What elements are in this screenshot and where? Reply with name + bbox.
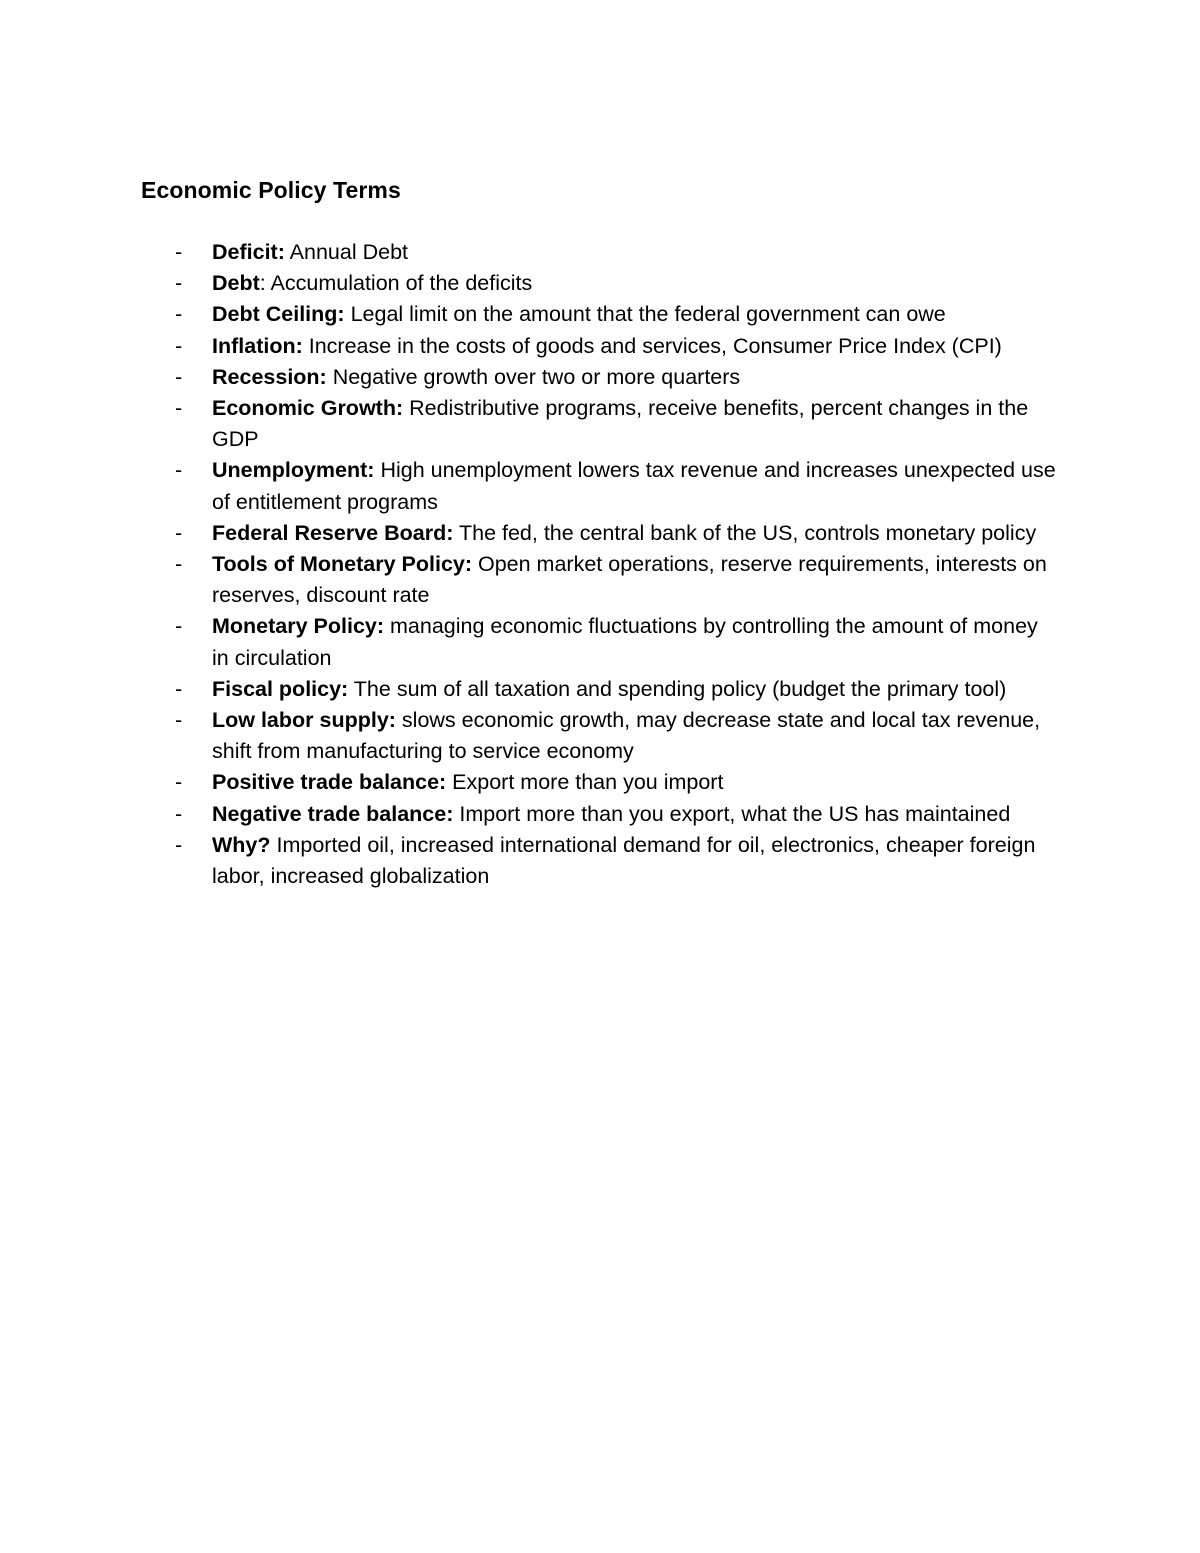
bullet-dash: -: [175, 708, 183, 733]
bullet-dash: -: [175, 271, 183, 296]
bullet-dash: -: [175, 364, 183, 389]
term-definition: Increase in the costs of goods and services, Consumer Price Index (CPI): [302, 333, 1002, 358]
term-name: Debt Ceiling:: [212, 302, 345, 327]
list-item: [0, 362, 1200, 393]
term-definition: The fed, the central bank of the US, controls monetary policy: [453, 520, 1037, 545]
list-item: [0, 799, 1200, 830]
term-definition: Annual Debt: [284, 240, 408, 264]
bullet-dash: -: [175, 396, 183, 421]
bullet-dash: -: [175, 676, 183, 701]
term-definition: The sum of all taxation and spending policy (budget the primary tool): [348, 676, 1007, 701]
term-definition: Imported oil, increased international demand for oil, electronics, cheaper foreign labor, increased globalization: [212, 832, 1036, 889]
term-name: Monetary Policy:: [212, 614, 385, 639]
term-definition: Export more than you import: [446, 770, 724, 795]
term-name: Fiscal policy:: [212, 676, 349, 701]
list-item: [0, 455, 1200, 517]
terms-list: [0, 237, 1200, 892]
list-item: [0, 830, 1200, 892]
term-name: Positive trade balance:: [212, 770, 447, 795]
list-item: [0, 705, 1200, 767]
document-title: Economic Policy Terms: [141, 177, 401, 203]
term-name: Deficit:: [212, 240, 285, 264]
term-name: Low labor supply:: [212, 708, 396, 733]
term-definition: Negative growth over two or more quarters: [326, 364, 741, 389]
bullet-dash: -: [175, 302, 183, 327]
bullet-dash: -: [175, 832, 183, 857]
list-item: [0, 331, 1200, 362]
term-definition: Import more than you export, what the US has maintained: [453, 801, 1011, 826]
bullet-dash: -: [175, 614, 183, 639]
list-item: [0, 299, 1200, 330]
list-item: [0, 674, 1200, 705]
bullet-dash: -: [175, 770, 183, 795]
term-name: Unemployment:: [212, 458, 375, 483]
bullet-dash: -: [175, 552, 183, 577]
bullet-dash: -: [175, 801, 183, 826]
list-item: [0, 268, 1200, 299]
term-definition: Redistributive programs, receive benefits, percent changes in the GDP: [212, 396, 1029, 452]
term-definition: : Accumulation of the deficits: [259, 271, 533, 296]
bullet-dash: -: [175, 333, 183, 358]
term-name: Recession:: [212, 364, 327, 389]
term-name: Economic Growth:: [212, 396, 404, 421]
term-name: Inflation:: [212, 333, 303, 358]
term-name: Debt: [212, 271, 260, 296]
list-item: [0, 393, 1200, 455]
term-name: Why?: [212, 832, 271, 857]
bullet-dash: -: [175, 240, 183, 264]
term-definition: High unemployment lowers tax revenue and increases unexpected use of entitlement programs: [212, 458, 1056, 514]
term-definition: managing economic fluctuations by controlling the amount of money in circulation: [212, 614, 1038, 670]
list-item: [0, 518, 1200, 549]
term-definition: Legal limit on the amount that the federal government can owe: [344, 302, 946, 327]
bullet-dash: -: [175, 520, 183, 545]
list-item: [0, 237, 1200, 268]
term-name: Tools of Monetary Policy:: [212, 552, 473, 577]
list-item: [0, 549, 1200, 611]
bullet-dash: -: [175, 458, 183, 483]
list-item: [0, 767, 1200, 798]
term-name: Federal Reserve Board:: [212, 520, 454, 545]
term-definition: slows economic growth, may decrease state and local tax revenue, shift from manufacturing to service economy: [212, 708, 1041, 764]
list-item: [0, 611, 1200, 673]
term-name: Negative trade balance:: [212, 801, 454, 826]
term-definition: Open market operations, reserve requirements, interests on reserves, discount rate: [212, 552, 1047, 608]
